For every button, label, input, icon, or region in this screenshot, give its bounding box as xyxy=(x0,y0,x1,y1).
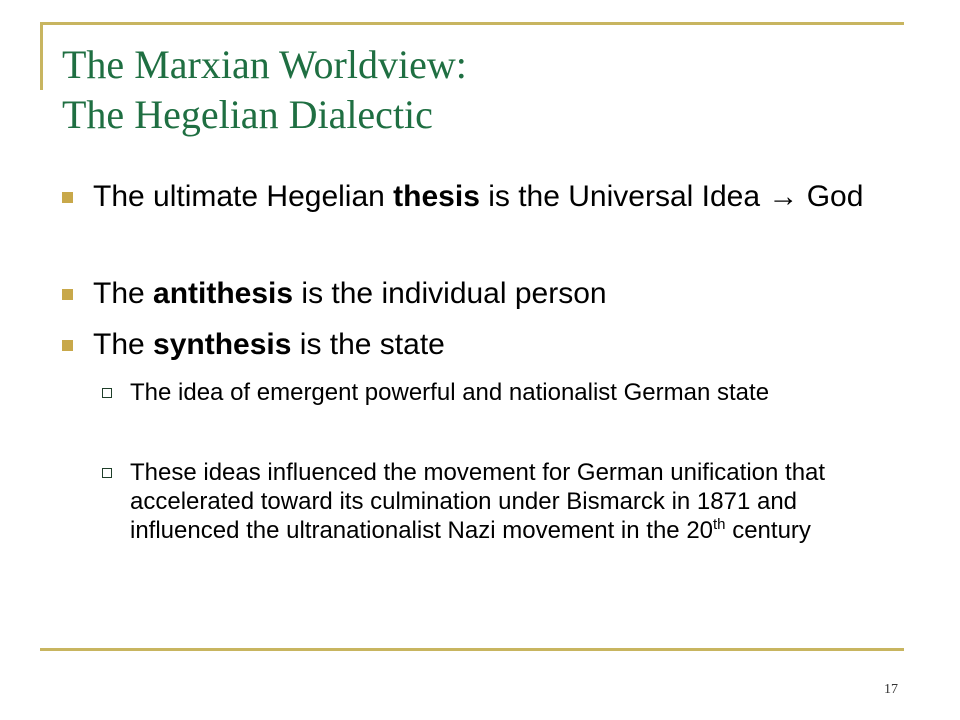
bullet-keyword: thesis xyxy=(393,180,480,213)
sub-bullet-text: These ideas influenced the movement for German unification that accelerated toward its culmination under Bismarck in 1871 and influenced the ultranationalist Nazi movement in the 20 xyxy=(130,459,826,544)
page-number: 17 xyxy=(884,682,898,697)
bullet-text: is the individual person xyxy=(293,277,607,310)
bullet-text: is the state xyxy=(291,328,445,361)
bullet-keyword: synthesis xyxy=(153,328,292,361)
top-rule xyxy=(40,22,904,25)
bottom-rule xyxy=(40,648,904,651)
sub-bullet-text: The idea of emergent powerful and nationalist German state xyxy=(130,379,770,406)
hollow-square-bullet-icon xyxy=(102,388,112,398)
title-line-2: The Hegelian Dialectic xyxy=(62,92,433,137)
bullet-text: The xyxy=(93,277,154,310)
bullet-item-thesis xyxy=(93,180,913,213)
bullet-text: is the Universal Idea → God xyxy=(479,180,864,213)
sub-bullet-unification xyxy=(130,458,910,545)
bullet-keyword: antithesis xyxy=(153,277,294,310)
bullet-text: The ultimate Hegelian xyxy=(93,180,394,213)
bullet-item-antithesis xyxy=(93,277,913,310)
sub-bullet-german-state xyxy=(130,378,910,407)
hollow-square-bullet-icon xyxy=(102,468,112,478)
bullet-text: The xyxy=(93,328,154,361)
sub-bullet-text: century xyxy=(725,517,811,544)
square-bullet-icon xyxy=(62,289,73,300)
square-bullet-icon xyxy=(62,192,73,203)
superscript: th xyxy=(713,516,726,533)
title-line-1: The Marxian Worldview: xyxy=(62,42,467,87)
bullet-item-synthesis xyxy=(93,328,913,361)
left-rule xyxy=(40,22,43,90)
square-bullet-icon xyxy=(62,340,73,351)
slide-title xyxy=(62,40,902,140)
